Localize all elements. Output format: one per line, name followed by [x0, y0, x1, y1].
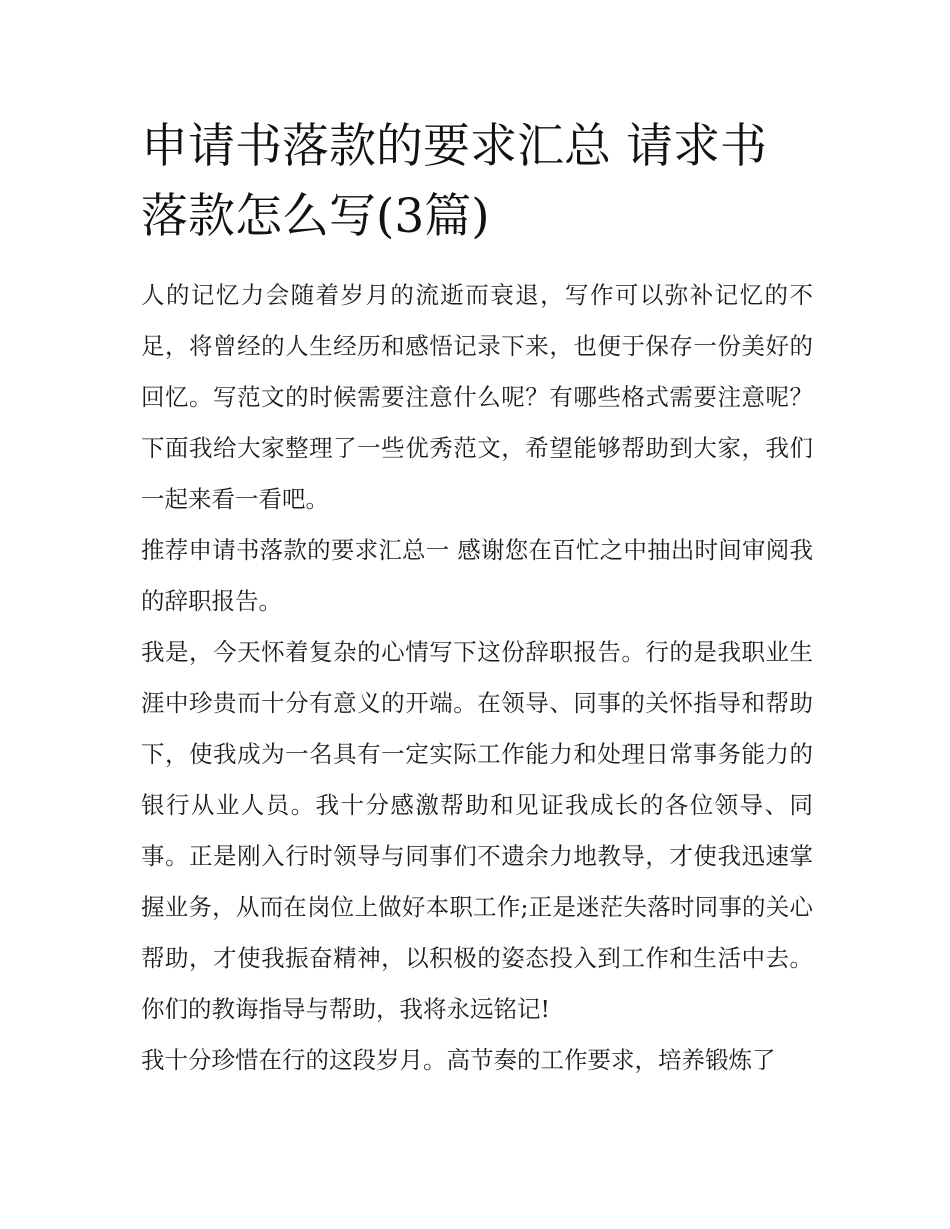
- document-title: 申请书落款的要求汇总 请求书落款怎么写(3篇): [141, 119, 767, 244]
- body-paragraph: 我是，今天怀着复杂的心情写下这份辞职报告。行的是我职业生涯中珍贵而十分有意义的开端。在领导、同事的关怀指导和帮助下，使我成为一名具有一定实际工作能力和处理日常事务能力的银行从业人员。我十分感激帮助和见证我成长的各位领导、同事。正是刚入行时领导与同事们不遗余力地教导，才使我迅速掌握业务，从而在岗位上做好本职工作;正是迷茫失落时同事的关心帮助，才使我振奋精神，以积极的姿态投入到工作和生活中去。你们的教诲指导与帮助，我将永远铭记!: [141, 638, 813, 1023]
- recommendation-paragraph: 推荐申请书落款的要求汇总一 感谢您在百忙之中抽出时间审阅我的辞职报告。: [141, 536, 813, 615]
- closing-paragraph: 我十分珍惜在行的这段岁月。高节奏的工作要求，培养锻炼了: [141, 1046, 776, 1074]
- intro-paragraph: 人的记忆力会随着岁月的流逝而衰退，写作可以弥补记忆的不足，将曾经的人生经历和感悟记录下来，也便于保存一份美好的回忆。写范文的时候需要注意什么呢？有哪些格式需要注意呢？下面我给大家整理了一些优秀范文，希望能够帮助到大家，我们一起来看一看吧。: [141, 281, 813, 513]
- document-page: [141, 112, 813, 1086]
